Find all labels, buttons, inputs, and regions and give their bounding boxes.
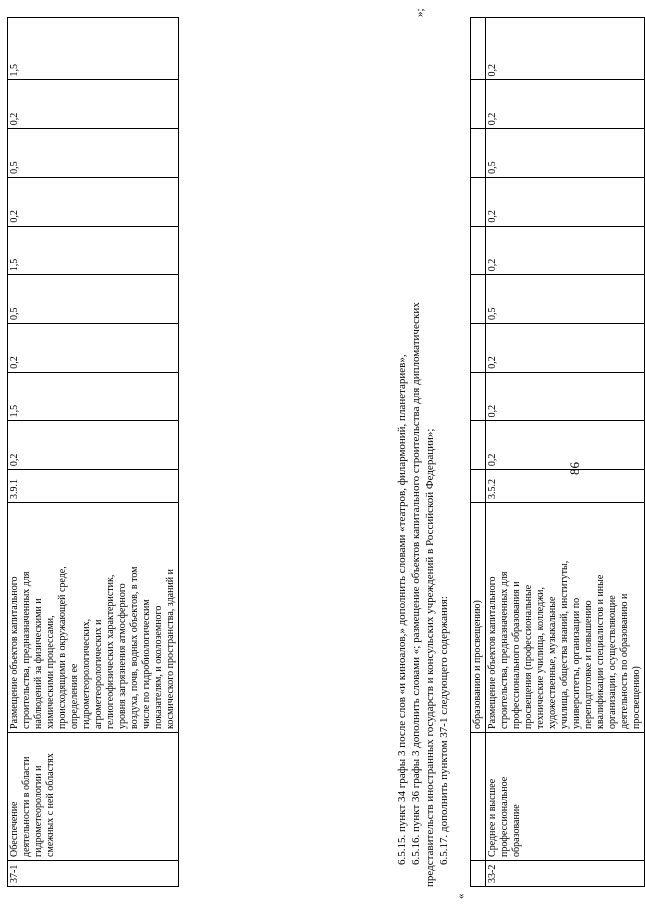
table-row bbox=[471, 18, 486, 887]
header-continuation: образованию и просвещению) bbox=[471, 502, 486, 732]
text-line: гидрометеорологии и bbox=[33, 765, 44, 857]
table-bottom bbox=[7, 17, 179, 887]
paragraph-6-5-15: 6.5.15. пункт 34 графы 3 после слов «и киноалов,» дополнить словами «театров, филармоний, планетариев», bbox=[396, 354, 408, 865]
cell-empty bbox=[471, 860, 486, 886]
cell-empty bbox=[471, 129, 486, 178]
cell-empty bbox=[471, 421, 486, 470]
row-number: 37-1 bbox=[8, 860, 179, 886]
value-cell: 0,5 bbox=[486, 129, 645, 178]
cell-empty bbox=[471, 732, 486, 860]
cell-empty bbox=[471, 177, 486, 226]
text-line: Среднее и высшее bbox=[487, 778, 498, 857]
table-row bbox=[8, 18, 179, 887]
cell-empty bbox=[471, 226, 486, 275]
value-cell: 0,2 bbox=[486, 372, 645, 421]
text-line: училища, общества знаний, институты, bbox=[559, 560, 570, 729]
value-cell: 0,2 bbox=[486, 177, 645, 226]
text-line: показателям, и околоземного bbox=[153, 605, 164, 729]
text-line: строительства, предназначенных для bbox=[499, 571, 510, 729]
text-line: профессиональное bbox=[499, 776, 510, 857]
value-cell: 0,5 bbox=[8, 275, 179, 324]
text-line: деятельности в области bbox=[21, 756, 32, 857]
row-description bbox=[8, 502, 179, 732]
table-row bbox=[486, 18, 645, 887]
text-line: квалификации специалистов и иные bbox=[595, 574, 606, 729]
text-line: просвещению) bbox=[631, 666, 642, 729]
text-line: переподготовке и повышению bbox=[583, 600, 594, 729]
row-description bbox=[486, 502, 645, 732]
value-cell: 0,2 bbox=[8, 324, 179, 373]
text-line: уровня загрязнения атмосферного bbox=[117, 583, 128, 729]
paragraph-6-5-16-cont: представительств иностранных государств и консульских учреждений в Российской Федерации»; bbox=[424, 428, 436, 887]
value-cell: 1,5 bbox=[8, 18, 179, 80]
row-name bbox=[8, 732, 179, 860]
value-cell: 1,5 bbox=[8, 372, 179, 421]
value-cell: 0,2 bbox=[486, 324, 645, 373]
closing-quote: »; bbox=[414, 8, 426, 17]
value-cell: 0,2 bbox=[8, 177, 179, 226]
text-line: профессионального образования и bbox=[511, 581, 522, 729]
text-line: Размещение объектов капитального bbox=[9, 576, 20, 729]
text-line: организации, осуществляющие bbox=[607, 595, 618, 729]
text-line: художественные, музыкальные bbox=[547, 596, 558, 729]
text-line: наблюдений за физическими и bbox=[33, 598, 44, 729]
text-line: определения ее bbox=[69, 663, 80, 729]
value-cell: 0,2 bbox=[486, 18, 645, 80]
text-line: университеты, организации по bbox=[571, 597, 582, 729]
text-line: Обеспечение bbox=[9, 801, 20, 857]
opening-quote: « bbox=[455, 893, 467, 899]
value-cell: 0,2 bbox=[8, 421, 179, 470]
row-code: 3.9.1 bbox=[8, 470, 179, 503]
text-line: агрометеорологических и bbox=[93, 619, 104, 729]
row-code: 3.5.2 bbox=[486, 470, 645, 503]
cell-empty bbox=[471, 80, 486, 129]
text-line: просвещения (профессиональные bbox=[523, 584, 534, 729]
cell-empty bbox=[471, 470, 486, 503]
text-line: гелиогеофизических характеристик, bbox=[105, 574, 116, 729]
text-line: Размещение объектов капитального bbox=[487, 576, 498, 729]
value-cell: 0,2 bbox=[486, 421, 645, 470]
text-line: космического пространства, зданий и bbox=[165, 569, 176, 729]
paragraph-6-5-17: 6.5.17. дополнить пунктом 37-1 следующего содержания: bbox=[438, 596, 450, 865]
value-cell: 0,5 bbox=[486, 275, 645, 324]
page-number: 86 bbox=[567, 462, 582, 475]
text-line: химическими процессами, bbox=[45, 615, 56, 729]
cell-empty bbox=[471, 372, 486, 421]
text-line: образование bbox=[511, 804, 522, 857]
text-line: происходящими в окружающей среде, bbox=[57, 566, 68, 729]
cell-empty bbox=[471, 18, 486, 80]
value-cell: 0,2 bbox=[486, 226, 645, 275]
row-name bbox=[486, 732, 645, 860]
paragraph-6-5-16: 6.5.16. пункт 36 графы 3 дополнить словами «; размещение объектов капитального строительства для дипломатических bbox=[410, 302, 422, 865]
text-line: смежных с ней областях bbox=[45, 753, 56, 857]
table-top bbox=[470, 17, 645, 887]
value-cell: 0,2 bbox=[8, 80, 179, 129]
text-line: технические училища, колледжи, bbox=[535, 587, 546, 729]
text-line: деятельность по образованию и bbox=[619, 593, 630, 729]
value-cell: 1,5 bbox=[8, 226, 179, 275]
value-cell: 0,5 bbox=[8, 129, 179, 178]
cell-empty bbox=[471, 324, 486, 373]
value-cell: 0,2 bbox=[486, 80, 645, 129]
text-line: гидрометеорологических, bbox=[81, 618, 92, 729]
text-line: числе по гидробиологическим bbox=[141, 599, 152, 729]
cell-empty bbox=[471, 275, 486, 324]
row-number: 33-2 bbox=[486, 860, 645, 886]
text-line: строительства, предназначенных для bbox=[21, 571, 32, 729]
text-line: воздуха, почв, водных объектов, в том bbox=[129, 566, 140, 729]
